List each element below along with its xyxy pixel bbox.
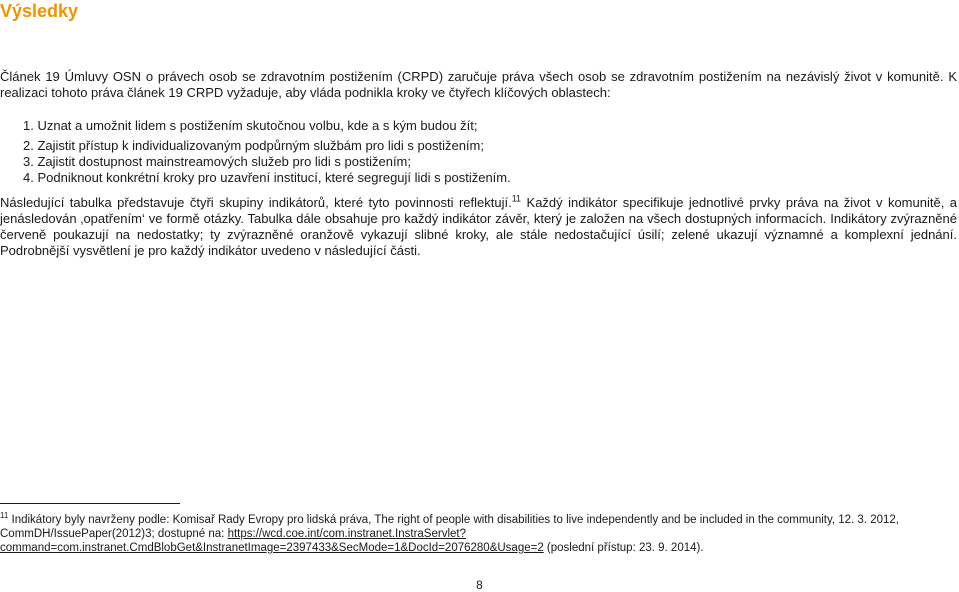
list-item: 3. Zajistit dostupnost mainstreamových služeb pro lidi s postižením; <box>23 154 412 169</box>
list-item: 1. Uznat a umožnit lidem s postižením skutočnou volbu, kde a s kým budou žít; <box>23 118 478 133</box>
indicators-paragraph-start: Následující tabulka představuje čtyři skupiny indikátorů, které tyto povinnosti reflektují. <box>0 195 512 210</box>
footnote-reference[interactable]: 11 <box>511 193 522 204</box>
indicators-paragraph-rest: Každý indikátor specifikuje jednotlivé prvky práva na život v komunitě, a jenásledován ‚opatřením‘ ve formě otázky. Tabulka dále obsahuje pro každý indikátor závěr, který je založen na všech dostupných informacích. Indikátory zvýrazněné červeně poukazují na nedostatky; ty zvýrazněné oranžově vykazují slibné kroky, ale stále nedostačující úsilí; zelené ukazují významné a komplexní jednání. Podrobnější vysvětlení je pro každý indikátor uvedeno v následující části. <box>0 195 958 258</box>
list-item: 2. Zajistit přístup k individualizovaným podpůrným službám pro lidi s postižením; <box>23 138 484 153</box>
section-title: Výsledky <box>0 1 79 21</box>
key-areas-list <box>0 118 957 186</box>
indicators-paragraph <box>0 195 957 259</box>
footnote-divider <box>0 503 180 504</box>
intro-paragraph: Článek 19 Úmluvy OSN o právech osob se zdravotním postižením (CRPD) zaručuje práva všech osob se zdravotním postižením na nezávislý život v komunitě. K realizaci tohoto práva článek 19 CRPD vyžaduje, aby vláda podnikla kroky ve čtyřech klíčových oblastech: <box>0 69 957 100</box>
footnote-link[interactable]: https://wcd.coe.int/com.instranet.InstraServlet?command=com.instranet.CmdBlobGet&InstranetImage=2397433&SecMode=1&DocId=2076280&Usage=2 <box>0 528 544 554</box>
page-number: 8 <box>476 578 483 592</box>
list-item: 4. Podniknout konkrétní kroky pro uzavření institucí, které segregují lidi s postižením. <box>23 170 511 185</box>
footnote-access-date: (poslední přístup: 23. 9. 2014). <box>543 542 704 554</box>
footnote-mark: 11 <box>0 511 9 521</box>
footnote-text: Indikátory byly navrženy podle: Komisař Rady Evropy pro lidská práva, The right of people with disabilities to live independently and be included in the community, 12. 3. 2012, CommDH/IssuePaper(2012)3; dostupné na: <box>0 514 899 540</box>
footnote <box>0 513 955 555</box>
